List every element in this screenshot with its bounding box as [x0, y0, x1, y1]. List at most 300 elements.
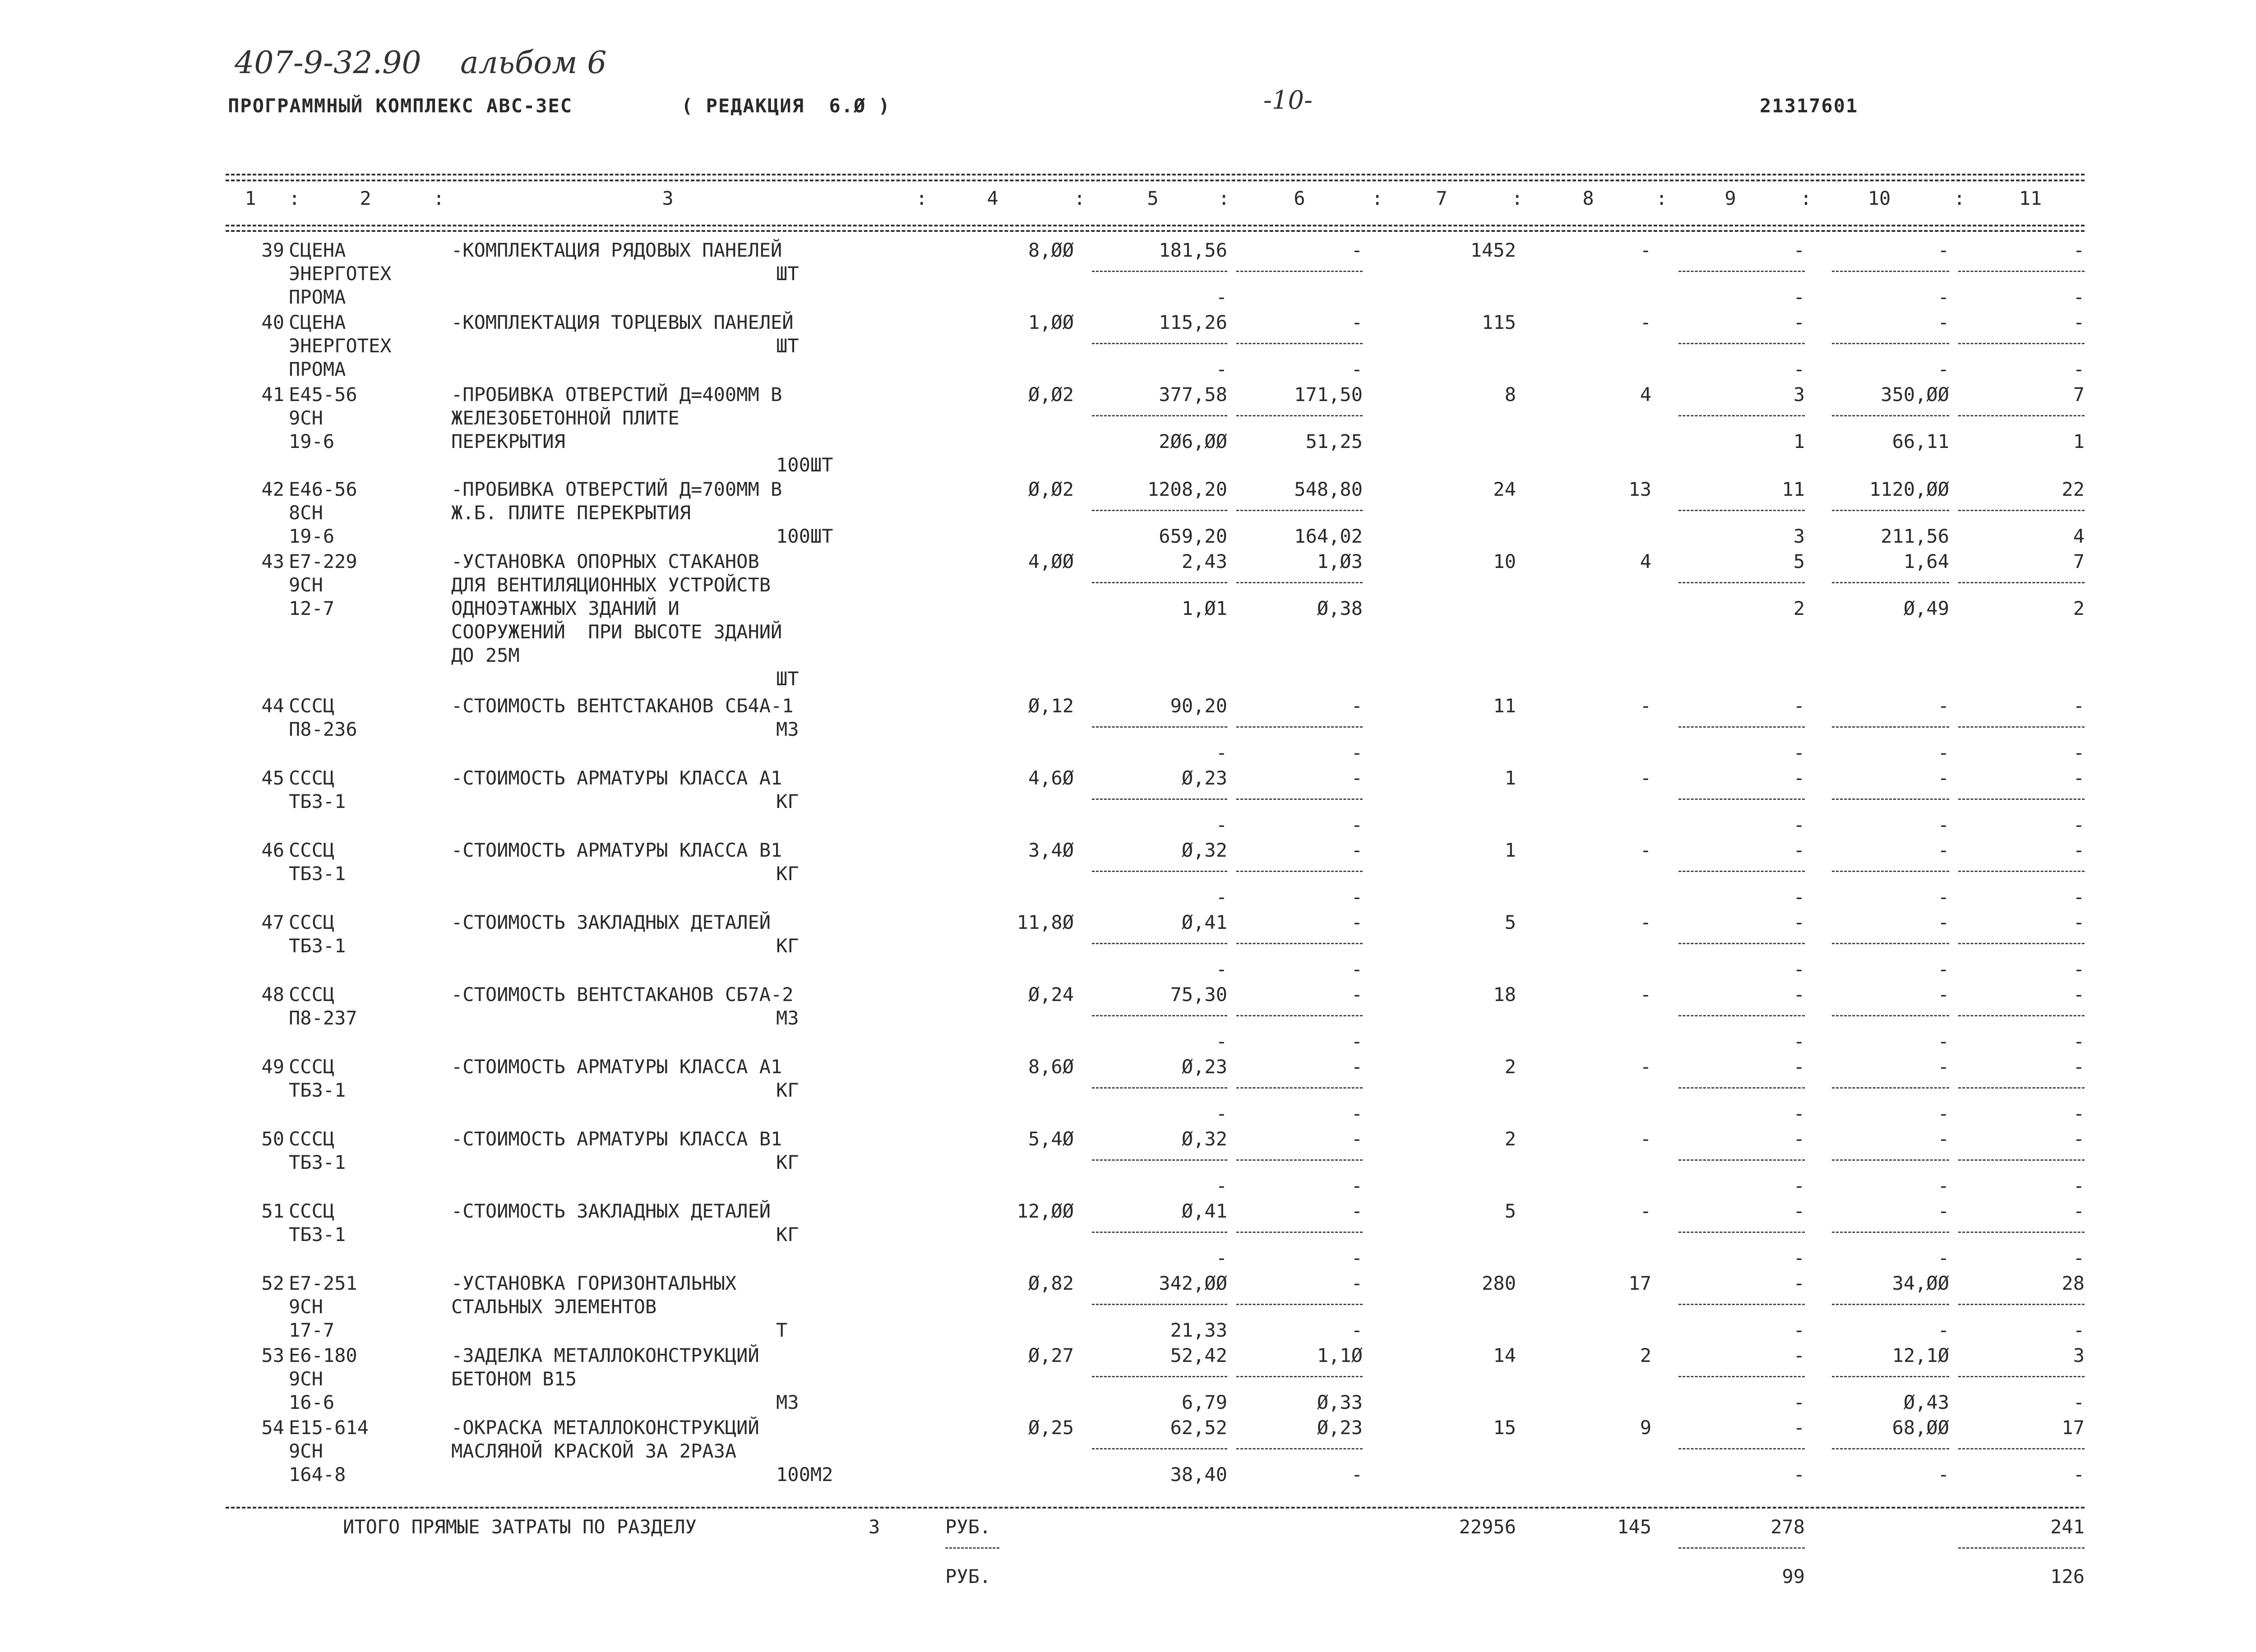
- col-6-value: 171,50: [1294, 383, 1363, 406]
- column-separator: :: [1074, 187, 1086, 209]
- col-9-value: -: [1793, 1128, 1805, 1150]
- price-code: СССЦ: [289, 1128, 335, 1150]
- col-11-value: -: [2073, 695, 2085, 717]
- row-number: 45: [261, 767, 284, 789]
- work-description: -СТОИМОСТЬ АРМАТУРЫ КЛАССА А1: [451, 1056, 782, 1078]
- work-description: -ПРОБИВКА ОТВЕРСТИЙ Д=400ММ В: [451, 383, 782, 406]
- col-5-value: Ø,32: [1181, 839, 1227, 861]
- subtotal-rule: [1958, 798, 2085, 800]
- subtotal-rule: [1236, 582, 1363, 583]
- subtotal-rule: [1678, 798, 1805, 800]
- col-11-second: -: [2073, 1175, 2085, 1197]
- col-5-value: 377,58: [1159, 383, 1227, 406]
- col-5-value: Ø,41: [1181, 1200, 1227, 1222]
- col-10-value: 12,1Ø: [1892, 1344, 1949, 1366]
- col-8-value: -: [1640, 695, 1651, 717]
- price-code: 9СН: [289, 407, 323, 429]
- col-5-second: -: [1216, 286, 1227, 308]
- price-code: ТБ3-1: [289, 1079, 346, 1101]
- subtotal-rule: [1832, 1015, 1949, 1016]
- col-11-second: -: [2073, 742, 2085, 764]
- work-description: ЖЕЛЕЗОБЕТОННОЙ ПЛИТЕ: [451, 407, 680, 429]
- price-code: ЭНЕРГОТЕХ: [289, 263, 392, 285]
- col-11-value: 22: [2062, 478, 2085, 500]
- subtotal-rule: [1678, 1232, 1805, 1233]
- work-description: -СТОИМОСТЬ АРМАТУРЫ КЛАССА В1: [451, 839, 782, 861]
- col-6-second: -: [1351, 1319, 1363, 1341]
- work-description: -КОМПЛЕКТАЦИЯ ТОРЦЕВЫХ ПАНЕЛЕЙ: [451, 311, 794, 333]
- col-10-value: 68,ØØ: [1892, 1417, 1949, 1439]
- col-9-value: -: [1793, 1344, 1805, 1366]
- subtotal-rule: [1678, 1448, 1805, 1449]
- col-5-second: 6,79: [1181, 1391, 1227, 1413]
- totals-section: 3: [869, 1516, 880, 1538]
- col-10-value: 350,ØØ: [1881, 383, 1949, 406]
- col-6-value: Ø,23: [1317, 1417, 1363, 1439]
- col-8-value: 4: [1640, 550, 1651, 572]
- col-5-value: 62,52: [1170, 1417, 1227, 1439]
- col-10-second: -: [1937, 1103, 1949, 1125]
- subtotal-rule: [1832, 271, 1949, 272]
- work-description: ОДНОЭТАЖНЫХ ЗДАНИЙ И: [451, 597, 680, 619]
- col-9-second: -: [1793, 1175, 1805, 1197]
- col-7-value: 10: [1493, 550, 1516, 572]
- quantity: 5,4Ø: [1028, 1128, 1074, 1150]
- col-11-value: -: [2073, 767, 2085, 789]
- subtotal-rule: [1832, 343, 1949, 344]
- work-description: -КОМПЛЕКТАЦИЯ РЯДОВЫХ ПАНЕЛЕЙ: [451, 239, 782, 261]
- subtotal-rule: [1236, 1015, 1363, 1016]
- column-number-6: 6: [1294, 187, 1305, 209]
- col-5-second: -: [1216, 1247, 1227, 1269]
- col-10-second: 211,56: [1881, 525, 1949, 547]
- price-code: П8-237: [289, 1007, 357, 1029]
- subtotal-rule: [1092, 943, 1227, 944]
- col-10-value: 1120,ØØ: [1869, 478, 1949, 500]
- subtotal-rule: [1958, 582, 2085, 583]
- column-number-11: 11: [2019, 187, 2042, 209]
- subtotal-rule: [1678, 510, 1805, 511]
- subtotal-rule: [1958, 1376, 2085, 1377]
- work-description: СООРУЖЕНИЙ ПРИ ВЫСОТЕ ЗДАНИЙ: [451, 621, 782, 643]
- subtotal-rule: [1958, 943, 2085, 944]
- subtotal-rule: [1678, 943, 1805, 944]
- col-9-value: -: [1793, 239, 1805, 261]
- col-9-value: -: [1793, 1417, 1805, 1439]
- col-8-value: -: [1640, 239, 1651, 261]
- price-code: П8-236: [289, 718, 357, 740]
- subtotal-rule: [1092, 1159, 1227, 1161]
- col-10-second: -: [1937, 286, 1949, 308]
- col-5-value: 90,20: [1170, 695, 1227, 717]
- col-8-value: 13: [1628, 478, 1651, 500]
- col-10-second: -: [1937, 742, 1949, 764]
- subtotal-rule: [1678, 1376, 1805, 1377]
- work-description: -СТОИМОСТЬ АРМАТУРЫ КЛАССА В1: [451, 1128, 782, 1150]
- subtotal-rule: [1236, 726, 1363, 728]
- quantity: Ø,12: [1028, 695, 1074, 717]
- work-description: -СТОИМОСТЬ ВЕНТСТАКАНОВ СБ7А-2: [451, 983, 794, 1006]
- subtotal-rule: [1832, 943, 1949, 944]
- price-code: Е46-56: [289, 478, 357, 500]
- work-description: -СТОИМОСТЬ ЗАКЛАДНЫХ ДЕТАЛЕЙ: [451, 1200, 771, 1222]
- subtotal-rule: [1832, 1232, 1949, 1233]
- work-description: -СТОИМОСТЬ ВЕНТСТАКАНОВ СБ4А-1: [451, 695, 794, 717]
- totals-col-8: 145: [1617, 1516, 1651, 1538]
- col-11-value: -: [2073, 1128, 2085, 1150]
- col-6-second: Ø,33: [1317, 1391, 1363, 1413]
- column-number-7: 7: [1436, 187, 1447, 209]
- subtotal-rule: [1092, 415, 1227, 416]
- col-9-second: 1: [1793, 430, 1805, 452]
- col-5-second: -: [1216, 886, 1227, 908]
- col-5-value: 115,26: [1159, 311, 1227, 333]
- col-7-value: 5: [1504, 1200, 1516, 1222]
- subtotal-rule: [1832, 1376, 1949, 1377]
- col-11-second: -: [2073, 1319, 2085, 1341]
- column-number-10: 10: [1868, 187, 1891, 209]
- totals-col-11-rule: [1958, 1547, 2085, 1549]
- subtotal-rule: [1678, 271, 1805, 272]
- col-6-value: -: [1351, 983, 1363, 1006]
- work-description: -ПРОБИВКА ОТВЕРСТИЙ Д=700ММ В: [451, 478, 782, 500]
- price-code: СССЦ: [289, 767, 335, 789]
- row-number: 48: [261, 983, 284, 1006]
- quantity: Ø,24: [1028, 983, 1074, 1006]
- totals-col-9-second: 99: [1782, 1565, 1805, 1587]
- column-separator: :: [1372, 187, 1383, 209]
- col-10-value: 34,ØØ: [1892, 1272, 1949, 1294]
- price-code: Е7-229: [289, 550, 357, 572]
- col-9-value: -: [1793, 839, 1805, 861]
- col-5-value: 1208,20: [1147, 478, 1227, 500]
- work-description: -УСТАНОВКА ГОРИЗОНТАЛЬНЫХ: [451, 1272, 737, 1294]
- subtotal-rule: [1832, 582, 1949, 583]
- col-9-second: -: [1793, 958, 1805, 980]
- subtotal-rule: [1092, 343, 1227, 344]
- column-number-5: 5: [1147, 187, 1159, 209]
- col-11-value: -: [2073, 239, 2085, 261]
- subtotal-rule: [1236, 798, 1363, 800]
- work-description: -СТОИМОСТЬ АРМАТУРЫ КЛАССА А1: [451, 767, 782, 789]
- row-number: 49: [261, 1056, 284, 1078]
- col-6-value: 1,1Ø: [1317, 1344, 1363, 1366]
- col-9-second: -: [1793, 1463, 1805, 1486]
- col-11-value: -: [2073, 983, 2085, 1006]
- subtotal-rule: [1236, 1448, 1363, 1449]
- col-10-value: -: [1937, 839, 1949, 861]
- column-number-3: 3: [662, 187, 674, 209]
- col-6-value: -: [1351, 1056, 1363, 1078]
- col-11-value: 7: [2073, 550, 2085, 572]
- subtotal-rule: [1832, 726, 1949, 728]
- col-9-second: -: [1793, 1391, 1805, 1413]
- work-description: БЕТОНОМ В15: [451, 1368, 577, 1390]
- col-8-value: -: [1640, 767, 1651, 789]
- subtotal-rule: [1832, 1448, 1949, 1449]
- subtotal-rule: [1678, 415, 1805, 416]
- subtotal-rule: [1236, 871, 1363, 872]
- col-5-second: -: [1216, 814, 1227, 836]
- totals-col-7: 22956: [1459, 1516, 1516, 1538]
- col-9-value: -: [1793, 1200, 1805, 1222]
- unit-of-measure: Т: [776, 1319, 788, 1341]
- subtotal-rule: [1832, 798, 1949, 800]
- totals-unit-2: РУБ.: [945, 1565, 991, 1587]
- subtotal-rule: [1678, 1304, 1805, 1305]
- col-6-second: -: [1351, 886, 1363, 908]
- price-code: СЦЕНА: [289, 239, 346, 261]
- top-rule-1: [226, 174, 2085, 175]
- col-8-value: -: [1640, 983, 1651, 1006]
- col-5-value: Ø,23: [1181, 1056, 1227, 1078]
- col-5-second: 659,20: [1159, 525, 1227, 547]
- quantity: 4,ØØ: [1028, 550, 1074, 572]
- row-number: 42: [261, 478, 284, 500]
- price-code: ТБ3-1: [289, 1223, 346, 1246]
- col-10-value: -: [1937, 983, 1949, 1006]
- unit-of-measure: КГ: [776, 1079, 799, 1101]
- col-5-second: -: [1216, 1175, 1227, 1197]
- price-code: СССЦ: [289, 911, 335, 933]
- subtotal-rule: [1832, 871, 1949, 872]
- column-number-8: 8: [1582, 187, 1594, 209]
- quantity: 11,8Ø: [1017, 911, 1074, 933]
- work-description: -ЗАДЕЛКА МЕТАЛЛОКОНСТРУКЦИЙ: [451, 1344, 759, 1366]
- unit-of-measure: М3: [776, 1007, 799, 1029]
- col-9-second: -: [1793, 358, 1805, 380]
- quantity: 12,ØØ: [1017, 1200, 1074, 1222]
- subtotal-rule: [1832, 1087, 1949, 1089]
- price-code: ПРОМА: [289, 286, 346, 308]
- col-5-value: Ø,41: [1181, 911, 1227, 933]
- quantity: 8,ØØ: [1028, 239, 1074, 261]
- col-5-second: -: [1216, 1030, 1227, 1052]
- col-5-second: -: [1216, 1103, 1227, 1125]
- col-5-second: 21,33: [1170, 1319, 1227, 1341]
- col-9-value: 3: [1793, 383, 1805, 406]
- col-7-value: 1: [1504, 767, 1516, 789]
- col-6-second: -: [1351, 1030, 1363, 1052]
- col-9-second: -: [1793, 286, 1805, 308]
- col-5-value: Ø,32: [1181, 1128, 1227, 1150]
- col-11-value: -: [2073, 1056, 2085, 1078]
- col-6-value: -: [1351, 1128, 1363, 1150]
- subtotal-rule: [1832, 415, 1949, 416]
- col-9-second: 3: [1793, 525, 1805, 547]
- col-8-value: -: [1640, 839, 1651, 861]
- quantity: Ø,27: [1028, 1344, 1074, 1366]
- col-5-second: 1,Ø1: [1181, 597, 1227, 619]
- col-5-value: 75,30: [1170, 983, 1227, 1006]
- col-10-value: -: [1937, 239, 1949, 261]
- col-9-value: 11: [1782, 478, 1805, 500]
- subtotal-rule: [1236, 510, 1363, 511]
- subtotal-rule: [1958, 343, 2085, 344]
- totals-col-11-second: 126: [2050, 1565, 2085, 1587]
- col-5-value: Ø,23: [1181, 767, 1227, 789]
- col-6-second: Ø,38: [1317, 597, 1363, 619]
- quantity: 3,4Ø: [1028, 839, 1074, 861]
- col-8-value: 2: [1640, 1344, 1651, 1366]
- col-6-second: -: [1351, 1175, 1363, 1197]
- price-code: 164-8: [289, 1463, 346, 1486]
- quantity: 8,6Ø: [1028, 1056, 1074, 1078]
- header-bottom-rule-1: [226, 225, 2085, 226]
- column-separator: :: [1656, 187, 1668, 209]
- price-code: ТБ3-1: [289, 935, 346, 957]
- totals-col-9: 278: [1771, 1516, 1805, 1538]
- col-11-value: 28: [2062, 1272, 2085, 1294]
- col-11-second: -: [2073, 1391, 2085, 1413]
- col-9-value: -: [1793, 695, 1805, 717]
- subtotal-rule: [1092, 271, 1227, 272]
- price-code: 17-7: [289, 1319, 335, 1341]
- price-code: 12-7: [289, 597, 335, 619]
- subtotal-rule: [1678, 1087, 1805, 1089]
- row-number: 41: [261, 383, 284, 406]
- unit-of-measure: ШТ: [776, 263, 799, 285]
- col-7-value: 2: [1504, 1128, 1516, 1150]
- col-11-value: 17: [2062, 1417, 2085, 1439]
- subtotal-rule: [1236, 943, 1363, 944]
- col-11-second: -: [2073, 1463, 2085, 1486]
- row-number: 44: [261, 695, 284, 717]
- totals-col-11: 241: [2050, 1516, 2085, 1538]
- subtotal-rule: [1958, 415, 2085, 416]
- subtotal-rule: [1236, 1232, 1363, 1233]
- row-number: 46: [261, 839, 284, 861]
- row-number: 52: [261, 1272, 284, 1294]
- col-9-second: -: [1793, 814, 1805, 836]
- price-code: 19-6: [289, 430, 335, 452]
- col-9-second: -: [1793, 1103, 1805, 1125]
- handwritten-code: 407-9-32.90: [235, 45, 421, 81]
- unit-of-measure: 100ШТ: [776, 454, 833, 476]
- column-number-2: 2: [360, 187, 371, 209]
- subtotal-rule: [1236, 343, 1363, 344]
- subtotal-rule: [1092, 726, 1227, 728]
- unit-of-measure: М3: [776, 718, 799, 740]
- subtotal-rule: [1678, 582, 1805, 583]
- price-code: Е7-251: [289, 1272, 357, 1294]
- col-11-value: 7: [2073, 383, 2085, 406]
- subtotal-rule: [1678, 726, 1805, 728]
- price-code: 9СН: [289, 1296, 323, 1318]
- subtotal-rule: [1678, 871, 1805, 872]
- column-number-1: 1: [245, 187, 256, 209]
- subtotal-rule: [1678, 343, 1805, 344]
- subtotal-rule: [1678, 1159, 1805, 1161]
- unit-of-measure: М3: [776, 1391, 799, 1413]
- subtotal-rule: [1092, 1448, 1227, 1449]
- price-code: 8СН: [289, 502, 323, 524]
- col-7-value: 1: [1504, 839, 1516, 861]
- price-code: СССЦ: [289, 1056, 335, 1078]
- col-6-second: -: [1351, 742, 1363, 764]
- price-code: СССЦ: [289, 839, 335, 861]
- col-7-value: 5: [1504, 911, 1516, 933]
- unit-of-measure: ШТ: [776, 335, 799, 357]
- col-9-value: -: [1793, 767, 1805, 789]
- subtotal-rule: [1958, 1448, 2085, 1449]
- subtotal-rule: [1092, 510, 1227, 511]
- col-10-second: -: [1937, 1463, 1949, 1486]
- table-bottom-rule: [226, 1507, 2085, 1509]
- col-9-value: -: [1793, 311, 1805, 333]
- col-10-second: -: [1937, 814, 1949, 836]
- col-9-value: -: [1793, 1056, 1805, 1078]
- subtotal-rule: [1832, 1159, 1949, 1161]
- row-number: 50: [261, 1128, 284, 1150]
- col-6-second: -: [1351, 1103, 1363, 1125]
- col-11-second: 4: [2073, 525, 2085, 547]
- col-7-value: 115: [1482, 311, 1516, 333]
- col-6-second: 51,25: [1305, 430, 1363, 452]
- price-code: 9СН: [289, 1440, 323, 1462]
- col-9-value: -: [1793, 983, 1805, 1006]
- unit-of-measure: КГ: [776, 1151, 799, 1173]
- col-5-value: 342,ØØ: [1159, 1272, 1227, 1294]
- quantity: Ø,25: [1028, 1417, 1074, 1439]
- col-10-value: -: [1937, 767, 1949, 789]
- price-code: 9СН: [289, 574, 323, 596]
- unit-of-measure: 100ШТ: [776, 525, 833, 547]
- subtotal-rule: [1092, 871, 1227, 872]
- col-5-second: -: [1216, 358, 1227, 380]
- totals-label: ИТОГО ПРЯМЫЕ ЗАТРАТЫ ПО РАЗДЕЛУ: [343, 1516, 697, 1538]
- col-6-second: -: [1351, 358, 1363, 380]
- col-10-value: -: [1937, 1128, 1949, 1150]
- handwritten-album: альбом 6: [460, 45, 607, 81]
- subtotal-rule: [1958, 1304, 2085, 1305]
- row-number: 51: [261, 1200, 284, 1222]
- col-10-second: -: [1937, 1030, 1949, 1052]
- row-number: 40: [261, 311, 284, 333]
- work-description: МАСЛЯНОЙ КРАСКОЙ ЗА 2РАЗА: [451, 1440, 737, 1462]
- price-code: ЭНЕРГОТЕХ: [289, 335, 392, 357]
- column-separator: :: [916, 187, 928, 209]
- unit-of-measure: 100М2: [776, 1463, 833, 1486]
- col-11-second: -: [2073, 886, 2085, 908]
- quantity: 4,6Ø: [1028, 767, 1074, 789]
- quantity: Ø,Ø2: [1028, 478, 1074, 500]
- subtotal-rule: [1092, 582, 1227, 583]
- unit-of-measure: ШТ: [776, 668, 799, 690]
- col-9-second: -: [1793, 886, 1805, 908]
- col-6-value: 548,80: [1294, 478, 1363, 500]
- col-8-value: -: [1640, 1128, 1651, 1150]
- col-9-second: -: [1793, 1030, 1805, 1052]
- col-10-value: -: [1937, 1200, 1949, 1222]
- col-5-second: -: [1216, 958, 1227, 980]
- col-10-value: -: [1937, 911, 1949, 933]
- price-code: ПРОМА: [289, 358, 346, 380]
- column-number-9: 9: [1724, 187, 1736, 209]
- col-7-value: 2: [1504, 1056, 1516, 1078]
- subtotal-rule: [1092, 1232, 1227, 1233]
- col-8-value: 17: [1628, 1272, 1651, 1294]
- col-11-value: -: [2073, 839, 2085, 861]
- subtotal-rule: [1236, 271, 1363, 272]
- col-10-value: -: [1937, 1056, 1949, 1078]
- subtotal-rule: [1958, 1232, 2085, 1233]
- col-9-second: -: [1793, 1319, 1805, 1341]
- col-6-second: -: [1351, 1247, 1363, 1269]
- row-number: 53: [261, 1344, 284, 1366]
- col-10-second: -: [1937, 1247, 1949, 1269]
- price-code: СССЦ: [289, 983, 335, 1006]
